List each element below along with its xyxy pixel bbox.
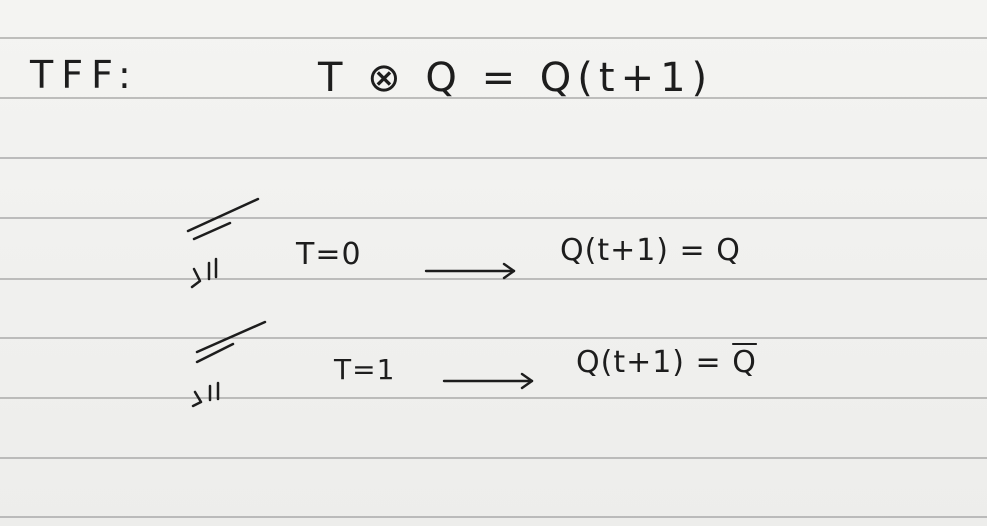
case-2-arrow-icon — [442, 369, 538, 393]
case-1-result-prefix: Q(t+1) = — [560, 233, 717, 268]
case-2-result-prefix: Q(t+1) = — [576, 345, 733, 380]
case-1-result — [560, 233, 741, 268]
case-2-condition: T=1 — [334, 353, 396, 386]
case-1-condition: T=0 — [296, 237, 362, 272]
case-2-result — [576, 345, 757, 380]
case-2-result-value: $\overline{Q}$ — [732, 345, 757, 380]
case-1-result-value: Q — [716, 233, 741, 268]
case-1-mark-icon — [182, 195, 272, 293]
case-1-arrow-icon — [424, 259, 520, 283]
case-2-mark-icon — [183, 316, 278, 408]
page-title: TFF: — [30, 53, 139, 97]
main-equation: T ⊗ Q = Q(t+1) — [318, 55, 714, 101]
